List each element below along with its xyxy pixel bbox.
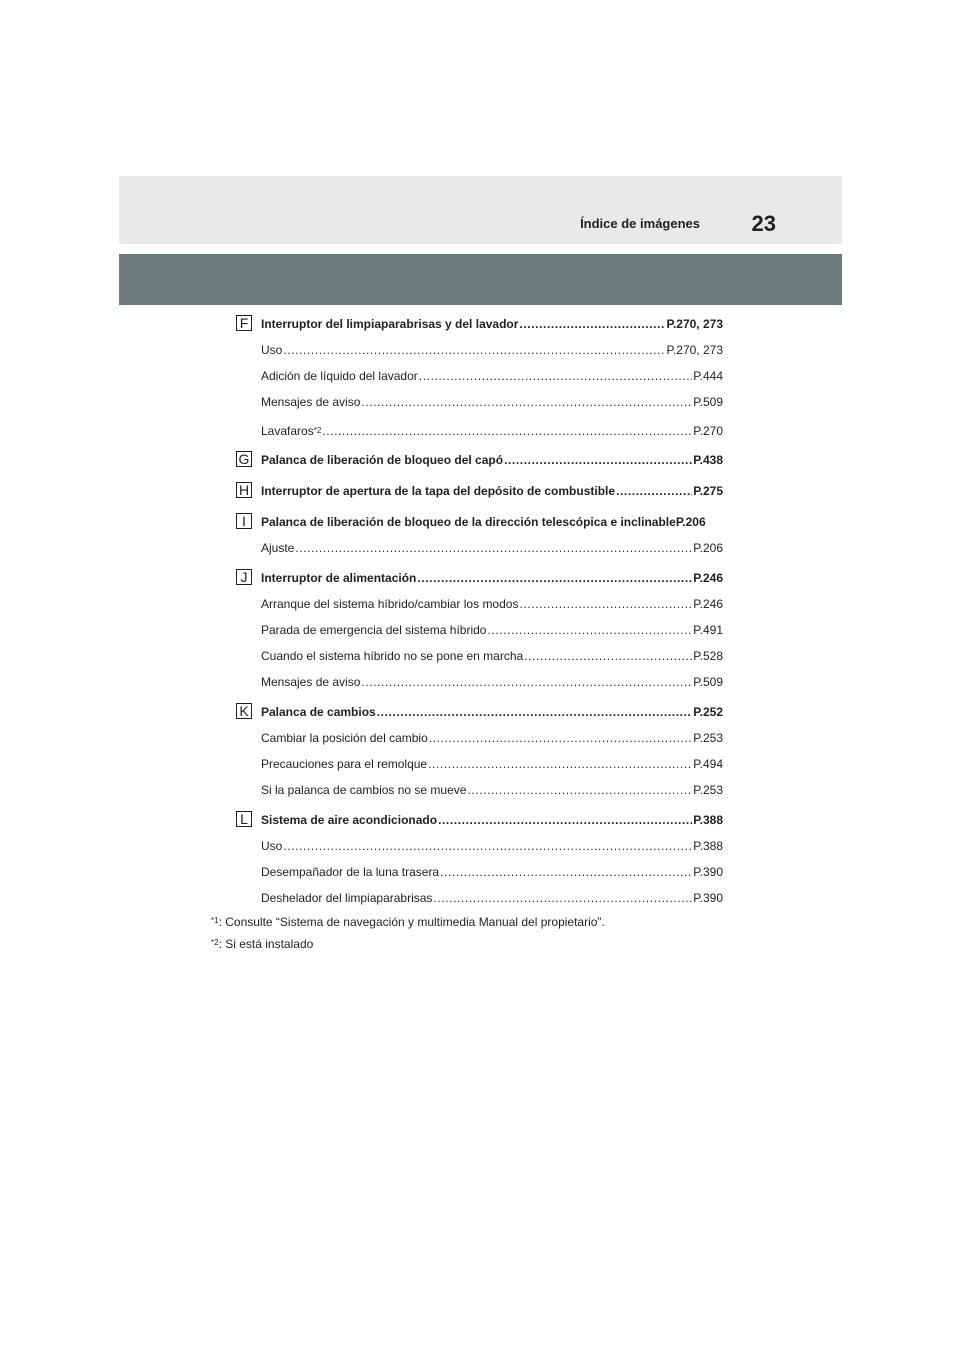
dot-leader	[361, 674, 692, 690]
toc-entry[interactable]	[261, 570, 723, 586]
dot-leader	[428, 756, 692, 772]
toc-entry[interactable]	[261, 540, 723, 556]
letter-box-i: I	[236, 513, 252, 529]
footnote-mark: *1	[211, 916, 219, 925]
toc-entry-page: P.206	[675, 515, 706, 529]
dot-leader	[504, 452, 692, 468]
dot-leader	[283, 342, 665, 358]
toc-entry[interactable]	[261, 622, 723, 638]
toc-entry-label: Mensajes de aviso	[261, 395, 361, 409]
dot-leader	[377, 704, 692, 720]
toc-entry-page: P.270, 273	[666, 317, 723, 331]
toc-entry-page: P.390	[693, 891, 723, 905]
toc-entry[interactable]	[261, 730, 723, 746]
toc-entry-page: P.270, 273	[666, 343, 723, 357]
toc-entry[interactable]	[261, 812, 723, 828]
letter-box-h: H	[236, 482, 252, 498]
toc-entry-label	[261, 423, 321, 441]
toc-entry[interactable]	[261, 596, 723, 612]
section-title: Índice de imágenes	[580, 216, 700, 231]
header-dark-band	[119, 254, 842, 305]
dot-leader	[322, 423, 692, 439]
toc-entry[interactable]	[261, 483, 723, 499]
footnote-mark: *2	[313, 426, 322, 435]
toc-entry-page: P.390	[693, 865, 723, 879]
toc-entry-label: Si la palanca de cambios no se mueve	[261, 783, 467, 797]
dot-leader	[419, 368, 692, 384]
footnote-1	[211, 914, 605, 932]
toc-entry-label: Palanca de liberación de bloqueo del capó	[261, 453, 504, 467]
toc-entry[interactable]	[261, 704, 723, 720]
toc-entry-label: Uso	[261, 343, 283, 357]
dot-leader	[467, 782, 692, 798]
dot-leader	[440, 864, 692, 880]
toc-entry[interactable]	[261, 782, 723, 798]
dot-leader	[417, 570, 692, 586]
toc-entry-page: P.388	[693, 813, 723, 827]
dot-leader	[438, 812, 692, 828]
toc-entry-label: Interruptor del limpiaparabrisas y del lavador	[261, 317, 519, 331]
letter-box-k: K	[236, 703, 252, 719]
footnote-text: : Si está instalado	[218, 937, 314, 951]
toc-entry[interactable]	[261, 368, 723, 384]
dot-leader	[519, 596, 692, 612]
header-light-band	[119, 176, 842, 244]
footnote-text: : Consulte “Sistema de navegación y multimedia Manual del propietario”.	[218, 915, 605, 929]
toc-entry[interactable]	[261, 316, 723, 332]
toc-entry-page: P.438	[693, 453, 723, 467]
toc-entry[interactable]	[261, 756, 723, 772]
toc-entry[interactable]	[261, 838, 723, 854]
toc-entry[interactable]	[261, 648, 723, 664]
toc-entry[interactable]	[261, 864, 723, 880]
toc-entry-label: Interruptor de alimentación	[261, 571, 417, 585]
letter-box-l: L	[236, 811, 252, 827]
dot-leader	[524, 648, 692, 664]
toc-entry[interactable]	[261, 452, 723, 468]
toc-entry-label-text: Lavafaros	[261, 424, 314, 438]
toc-entry-page: P.528	[693, 649, 723, 663]
toc-entry-label: Adición de líquido del lavador	[261, 369, 418, 383]
dot-leader	[361, 394, 692, 410]
toc-entry-label: Uso	[261, 839, 283, 853]
toc-entry-label: Desempañador de la luna trasera	[261, 865, 440, 879]
toc-entry-page: P.206	[693, 541, 723, 555]
toc-entry-label: Cuando el sistema híbrido no se pone en marcha	[261, 649, 524, 663]
toc-entry-page: P.246	[693, 571, 723, 585]
toc-entry-page: P.270	[693, 424, 723, 438]
dot-leader	[433, 890, 692, 906]
toc-entry-label: Ajuste	[261, 541, 295, 555]
toc-entry-label: Mensajes de aviso	[261, 675, 361, 689]
toc-entry-page: P.509	[693, 395, 723, 409]
footnote-mark: *2	[211, 938, 219, 947]
toc-entry-label: Cambiar la posición del cambio	[261, 731, 428, 745]
toc-entry-label: Parada de emergencia del sistema híbrido	[261, 623, 487, 637]
toc-entry-label: Palanca de cambios	[261, 705, 376, 719]
toc-entry-label: Sistema de aire acondicionado	[261, 813, 438, 827]
dot-leader	[283, 838, 692, 854]
toc-entry-page: P.246	[693, 597, 723, 611]
toc-entry-label: Palanca de liberación de bloqueo de la dirección telescópica e inclinable	[261, 515, 676, 529]
toc-entry-page: P.494	[693, 757, 723, 771]
toc-entry[interactable]	[261, 674, 723, 690]
dot-leader	[616, 483, 692, 499]
letter-box-g: G	[236, 451, 252, 467]
toc-entry-page: P.275	[693, 484, 723, 498]
page-number: 23	[751, 211, 776, 236]
toc-entry[interactable]	[261, 394, 723, 410]
letter-box-j: J	[236, 569, 252, 585]
toc-entry-label: Precauciones para el remolque	[261, 757, 428, 771]
toc-entry-label: Arranque del sistema híbrido/cambiar los modos	[261, 597, 519, 611]
toc-entry[interactable]	[261, 514, 741, 530]
toc-entry-page: P.444	[693, 369, 723, 383]
toc-entry-page: P.388	[693, 839, 723, 853]
toc-entry-page: P.253	[693, 783, 723, 797]
letter-box-f: F	[236, 315, 252, 331]
dot-leader	[519, 316, 665, 332]
toc-entry-label: Deshelador del limpiaparabrisas	[261, 891, 433, 905]
toc-entry-page: P.252	[693, 705, 723, 719]
toc-entry[interactable]	[261, 423, 723, 439]
toc-entry[interactable]	[261, 890, 723, 906]
toc-entry-label: Interruptor de apertura de la tapa del depósito de combustible	[261, 484, 616, 498]
dot-leader	[429, 730, 692, 746]
dot-leader	[295, 540, 692, 556]
toc-entry-page: P.491	[693, 623, 723, 637]
toc-entry-page: P.253	[693, 731, 723, 745]
toc-entry[interactable]	[261, 342, 723, 358]
toc-entry-page: P.509	[693, 675, 723, 689]
dot-leader	[487, 622, 692, 638]
footnote-2	[211, 936, 313, 954]
